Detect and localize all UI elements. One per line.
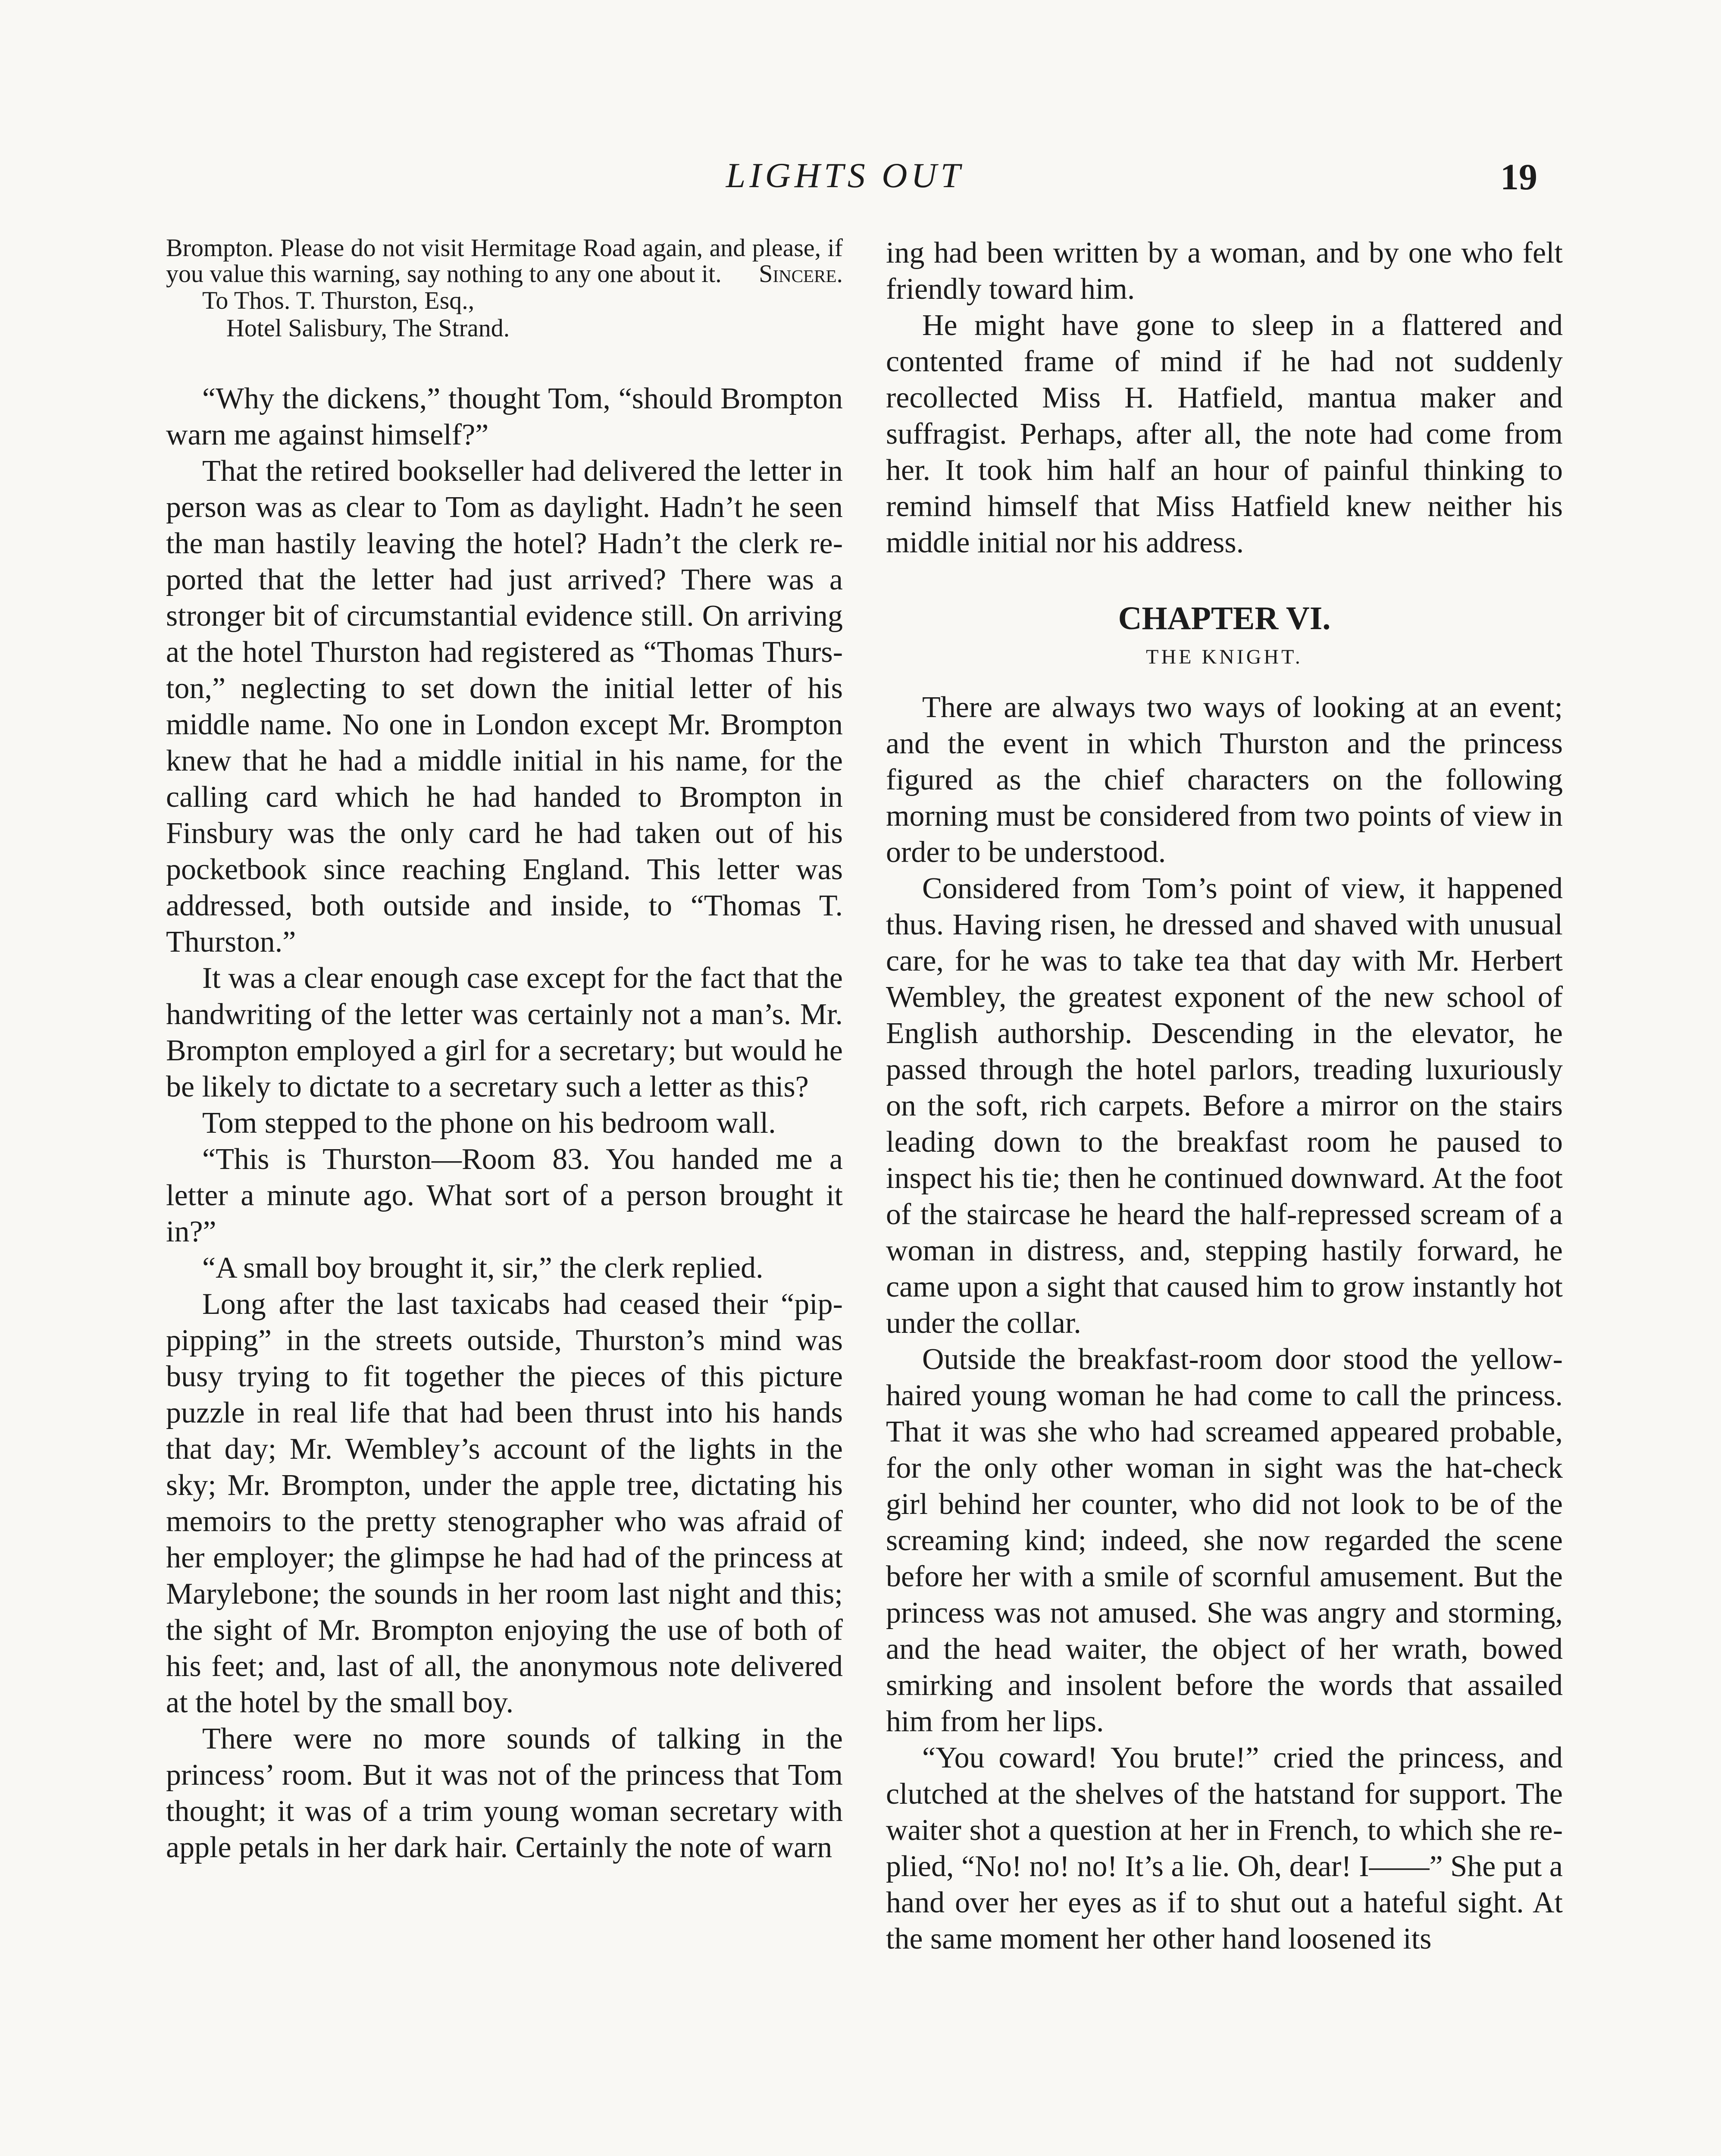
section-gap <box>166 342 843 381</box>
warning-note <box>166 235 843 287</box>
paragraph: He might have gone to sleep in a flattered and contented frame of mind if he had not suddenly recollected Miss H. Hatfield, mantua maker and suffragist. Perhaps, after all, the note had come from her. It took him half an hour of painful thinking to remind himself that Miss Hatfield knew neither his middle initial nor his address. <box>886 309 1563 559</box>
page-number: 19 <box>1500 156 1537 197</box>
paragraph: Outside the breakfast-room door stood the yellow-haired young woman he had come to call the princess. That it was she who had screamed appeared probable, for the only other woman in sight was the hat-check girl behind her counter, who did not look to be of the screaming kind; indeed, she now regarded the scene before her with a smile of scornful amusement. But the princess was not amused. She was angry and storming, and the head waiter, the object of her wrath, bowed smirking and insolent before the words that assailed him from her lips. <box>886 1343 1563 1738</box>
paragraph: ing had been written by a woman, and by one who felt friendly toward him. <box>886 236 1563 306</box>
warning-note-signature: Sincere. <box>759 260 843 288</box>
warning-note-text: Brompton. Please do not visit Hermitage Road again, and please, if you value this warning, say nothing to any one about it. <box>166 234 843 288</box>
note-address-line: Hotel Salisbury, The Strand. <box>226 314 510 342</box>
paragraph: It was a clear enough case except for the fact that the handwriting of the letter was certainly not a man’s. Mr. Brompton employed a girl for a secretary; but would he be likely to dictate to a secretary such a letter as this? <box>166 962 843 1103</box>
note-address-line: To Thos. T. Thurston, Esq., <box>202 286 475 314</box>
paragraph: Tom stepped to the phone on his bedroom wall. <box>202 1106 776 1140</box>
left-column <box>166 235 843 1866</box>
paragraph: Considered from Tom’s point of view, it happened thus. Having risen, he dressed and shaved with unusual care, for he was to take tea that day with Mr. Herbert Wembley, the greatest exponent of the new school of English authorship. Descending in the elevator, he passed through the hotel parlors, treading luxuriously on the soft, rich carpets. Before a mirror on the stairs leading down to the breakfast room he paused to inspect his tie; then he continued downward. At the foot of the staircase he heard the half-repressed scream of a woman in distress, and, stepping hastily forward, he came upon a sight that caused him to grow instantly hot under the collar. <box>886 872 1563 1340</box>
paragraph: “This is Thurston—Room 83. You handed me a letter a minute ago. What sort of a person brought it in?” <box>166 1143 843 1248</box>
chapter-subtitle: THE KNIGHT. <box>1146 646 1303 668</box>
paragraph: Long after the last taxicabs had ceased their “pip-pipping” in the streets outside, Thurston’s mind was busy trying to fit together the pieces of this picture puzzle in real life that had been thrust into his hands that day; Mr. Wembley’s account of the lights in the sky; Mr. Brompton, under the apple tree, dictating his memoirs to the pretty stenographer who was afraid of her employer; the glimpse he had had of the princess at Marylebone; the sounds in her room last night and this; the sight of Mr. Brompton enjoying the use of both of his feet; and, last of all, the anonymous note delivered at the hotel by the small boy. <box>166 1288 843 1719</box>
paragraph: “You coward! You brute!” cried the princess, and clutched at the shelves of the hatstand for support. The waiter shot a question at her in French, to which she replied, “No! no! no! It’s a lie. Oh, dear! I——” She put a hand over her eyes as if to shut out a hateful sight. At the same moment her other hand loosened its <box>886 1741 1563 1955</box>
paragraph: That the retired bookseller had delivered the letter in person was as clear to Tom as daylight. Hadn’t he seen the man hastily leaving the hotel? Hadn’t the clerk reported that the letter had just arrived? There was a stronger bit of circumstantial evidence still. On arriving at the hotel Thurston had registered as “Thomas Thurston,” neglecting to set down the initial letter of his middle name. No one in London except Mr. Brompton knew that he had a middle initial in his name, for the calling card which he had handed to Brompton in Finsbury was the only card he had taken out of his pocketbook since reaching England. This letter was addressed, both outside and inside, to “Thomas T. Thurston.” <box>166 454 843 959</box>
paragraph: There were no more sounds of talking in the princess’ room. But it was not of the princess that Tom thought; it was of a trim young woman secretary with apple petals in her dark hair. Certainly the note of warn <box>166 1722 843 1864</box>
running-title: LIGHTS OUT <box>726 156 964 195</box>
paragraph: “Why the dickens,” thought Tom, “should Brompton warn me against himself?” <box>166 382 843 451</box>
paragraph: “A small boy brought it, sir,” the clerk replied. <box>202 1251 763 1285</box>
chapter-heading: CHAPTER VI. <box>1118 600 1331 636</box>
paragraph: There are always two ways of looking at an event; and the event in which Thurston and the princess figured as the chief characters on the following morning must be considered from two points of view in order to be understood. <box>886 691 1563 869</box>
right-column <box>886 235 1563 1957</box>
running-head <box>0 155 1721 198</box>
